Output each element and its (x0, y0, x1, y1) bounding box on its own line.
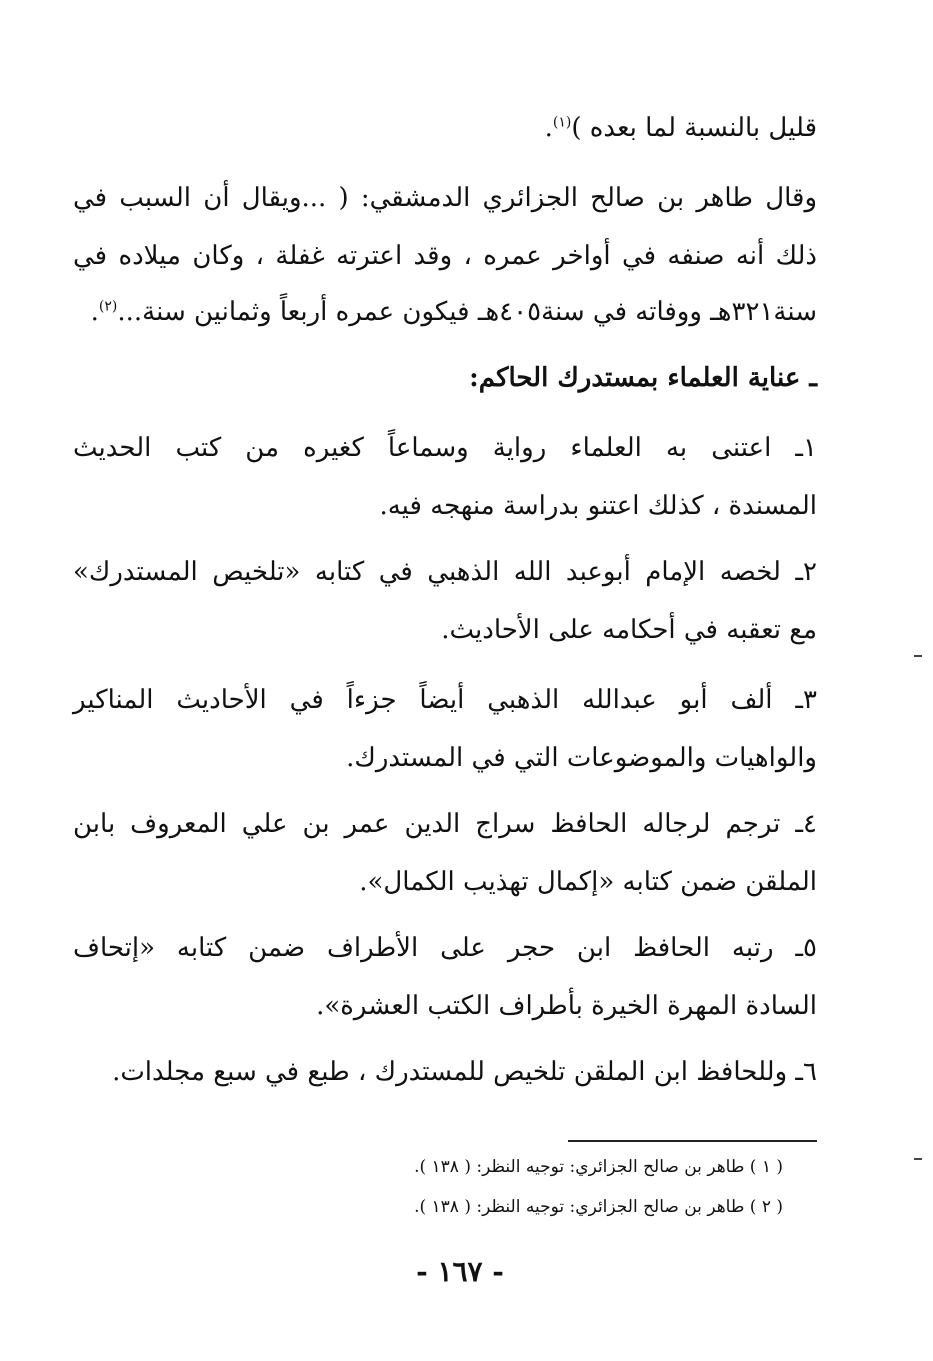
body-line: ذلك أنه صنفه في أواخر عمره ، وقد اعترته غفلة ، وكان ميلاده في (73, 241, 817, 271)
footnote-1: ( ١ ) طاهر بن صالح الجزائري: توجيه النظر: ( ١٣٨ ). (414, 1157, 783, 1177)
page-number: - ١٦٧ - (416, 1255, 504, 1288)
body-line (73, 292, 817, 332)
footnote-marker: (٢) (98, 298, 118, 315)
list-item-line: ٣ـ ألف أبو عبدالله الذهبي أيضاً جزءاً في الأحاديث المناكير (73, 685, 817, 715)
list-item-line: مع تعقبه في أحكامه على الأحاديث. (441, 615, 817, 645)
scan-mark (914, 1158, 922, 1160)
footnote-marker: (١) (552, 114, 572, 131)
footnote-2: ( ٢ ) طاهر بن صالح الجزائري: توجيه النظر: ( ١٣٨ ). (414, 1197, 783, 1217)
body-text-end: . (544, 113, 553, 143)
list-item-line: ١ـ اعتنى به العلماء رواية وسماعاً كغيره من كتب الحديث (73, 433, 817, 463)
footnote-divider (568, 1140, 817, 1142)
list-item-line: الملقن ضمن كتابه «إكمال تهذيب الكمال». (359, 867, 817, 897)
scan-mark (914, 655, 922, 657)
list-item-line: ٤ـ ترجم لرجاله الحافظ سراج الدين عمر بن علي المعروف بابن (73, 809, 817, 839)
body-text-end: . (90, 297, 99, 327)
body-text: سنة٣٢١هـ ووفاته في سنة٤٠٥هـ فيكون عمره أربعاً وثمانين سنة... (117, 297, 817, 327)
list-item-line: المسندة ، كذلك اعتنو بدراسة منهجه فيه. (379, 491, 817, 521)
list-item-line: ٢ـ لخصه الإمام أبوعبد الله الذهبي في كتابه «تلخيص المستدرك» (73, 557, 817, 587)
list-item-line: والواهيات والموضوعات التي في المستدرك. (346, 743, 817, 773)
section-heading: ـ عناية العلماء بمستدرك الحاكم: (469, 363, 817, 393)
body-text: قليل بالنسبة لما بعده ) (571, 113, 817, 143)
list-item-line: ٦ـ وللحافظ ابن الملقن تلخيص للمستدرك ، طبع في سبع مجلدات. (112, 1057, 817, 1087)
list-item-line: ٥ـ رتبه الحافظ ابن حجر على الأطراف ضمن كتابه «إتحاف (73, 933, 817, 963)
body-line: وقال طاهر بن صالح الجزائري الدمشقي: ( ...ويقال أن السبب في (73, 183, 817, 213)
body-line (73, 108, 817, 148)
list-item-line: السادة المهرة الخيرة بأطراف الكتب العشرة». (316, 991, 817, 1021)
